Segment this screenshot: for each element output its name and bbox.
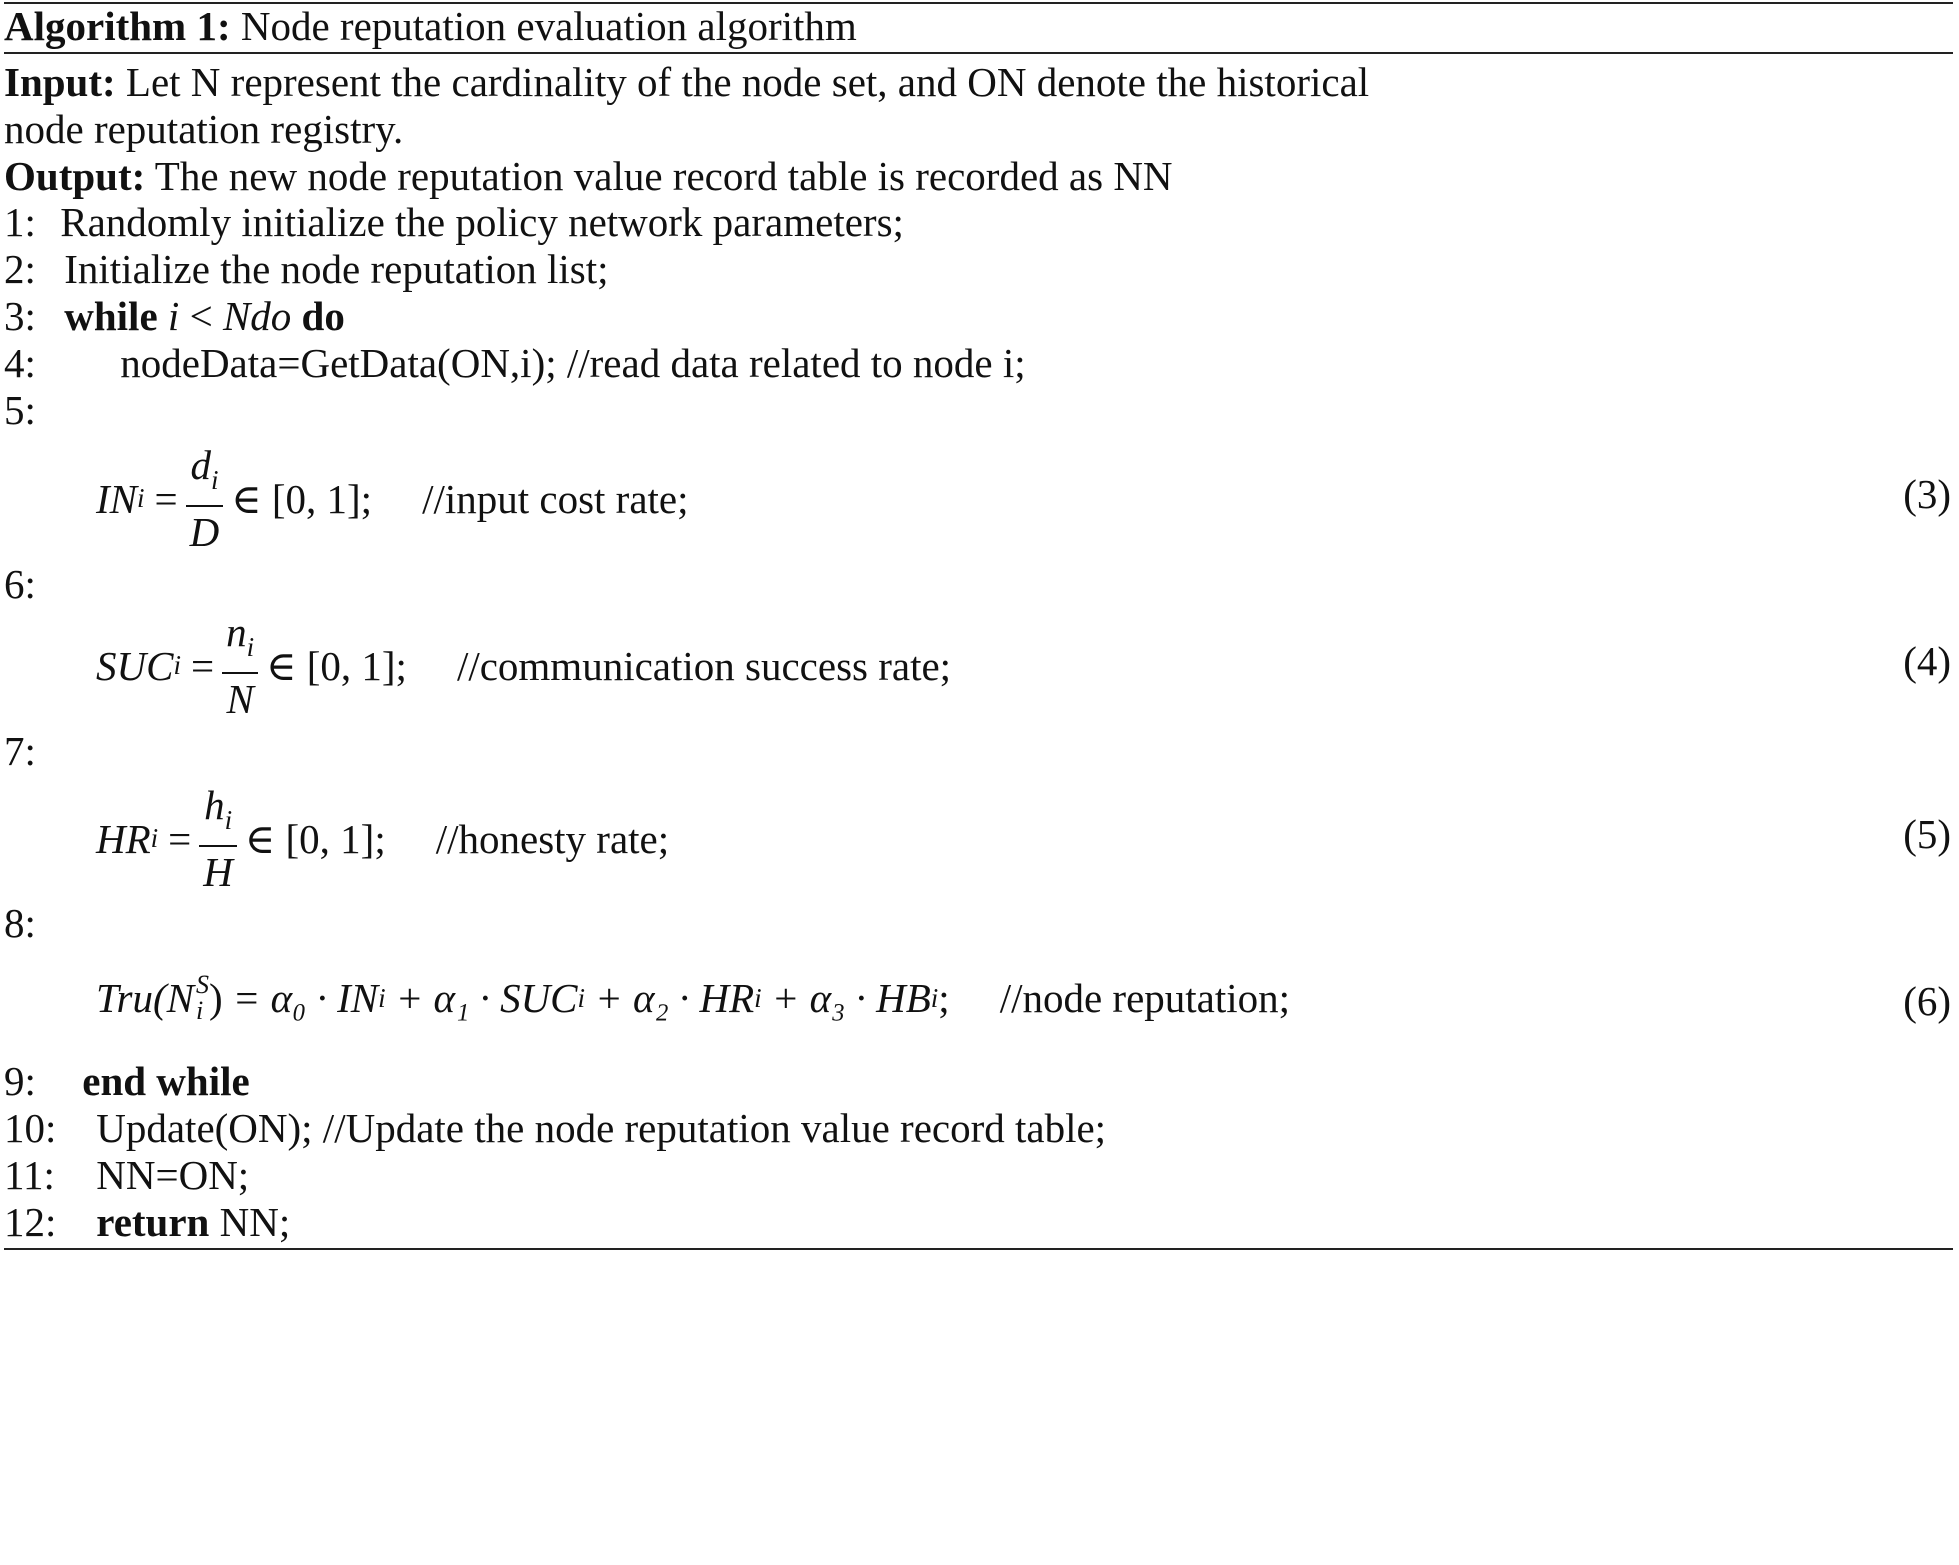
frac-numerator: n xyxy=(226,609,247,655)
condition-i: i xyxy=(167,293,180,339)
step-number: 5: xyxy=(4,387,36,433)
eq-equals: = xyxy=(168,815,192,862)
frac-denominator: D xyxy=(186,505,224,555)
step-number: 7: xyxy=(4,728,36,774)
frac-numerator: d xyxy=(190,442,211,488)
eq-term-2-sub: i xyxy=(577,982,586,1013)
step-number: 3: xyxy=(4,293,36,339)
equation-6 xyxy=(96,972,1290,1024)
bottom-rule xyxy=(4,1248,1953,1250)
step-number: 8: xyxy=(4,900,36,946)
fraction xyxy=(199,782,237,895)
eq-end: ; xyxy=(938,975,950,1021)
eq-comment: //input cost rate; xyxy=(422,475,689,522)
step-3 xyxy=(4,290,345,342)
step-text: NN; xyxy=(219,1199,291,1245)
eq-sup: S xyxy=(196,970,209,999)
frac-numerator-sub: i xyxy=(224,805,233,835)
step-number: 2: xyxy=(4,246,36,292)
condition-lt: < xyxy=(189,293,213,339)
eq-comment: //node reputation; xyxy=(999,975,1291,1021)
frac-denominator: H xyxy=(199,845,237,895)
eq-term-1-sub: i xyxy=(378,982,386,1013)
eq-supsub xyxy=(196,972,209,1024)
equation-number-5: (5) xyxy=(1903,811,1951,857)
equation-number-6: (6) xyxy=(1903,978,1951,1024)
equation-number-4: (4) xyxy=(1903,638,1951,684)
eq-term-3: + α₂ · HR xyxy=(595,975,755,1021)
end-while-keyword: end while xyxy=(82,1058,250,1104)
eq-equals: = xyxy=(154,475,178,522)
step-2 xyxy=(4,243,608,295)
eq-term-4: + α₃ · HB xyxy=(771,975,931,1021)
step-text: Update(ON); //Update the node reputation value record table; xyxy=(96,1105,1107,1151)
input-line-2 xyxy=(4,103,403,155)
eq-lhs-sub: i xyxy=(173,650,181,680)
eq-range: ∈ [0, 1]; xyxy=(244,815,386,862)
algorithm-label: Algorithm 1: xyxy=(4,3,231,49)
step-text: Randomly initialize the policy network parameters; xyxy=(60,199,904,245)
do-keyword: do xyxy=(301,293,345,339)
step-4 xyxy=(4,337,1026,389)
eq-close-paren: ) xyxy=(209,975,223,1021)
equation-number-3: (3) xyxy=(1903,471,1951,517)
while-keyword: while xyxy=(64,293,158,339)
equation-4 xyxy=(96,609,951,722)
step-text: NN=ON; xyxy=(96,1152,250,1198)
step-12 xyxy=(4,1196,290,1248)
eq-comment: //honesty rate; xyxy=(435,815,670,862)
step-9 xyxy=(4,1055,250,1107)
output-text: The new node reputation value record table is recorded as NN xyxy=(154,153,1173,199)
step-number: 4: xyxy=(4,340,36,386)
title-rule xyxy=(4,52,1953,54)
fraction xyxy=(222,609,258,722)
eq-lhs: IN xyxy=(96,475,137,522)
step-7 xyxy=(4,725,36,777)
step-number: 11: xyxy=(4,1152,55,1198)
step-10 xyxy=(4,1102,1106,1154)
algorithm-title xyxy=(4,0,857,52)
frac-numerator-sub: i xyxy=(246,632,255,662)
input-line xyxy=(4,56,1369,108)
input-text-1: Let N represent the cardinality of the node set, and ON denote the historical xyxy=(125,59,1370,105)
eq-lhs: SUC xyxy=(96,642,174,689)
eq-range: ∈ [0, 1]; xyxy=(266,642,407,689)
eq-lhs: HR xyxy=(96,815,151,862)
frac-denominator: N xyxy=(222,672,257,722)
eq-range: ∈ [0, 1]; xyxy=(231,475,373,522)
equation-5 xyxy=(96,782,669,895)
fraction xyxy=(186,442,224,555)
step-text: Initialize the node reputation list; xyxy=(64,246,609,292)
return-keyword: return xyxy=(96,1199,210,1245)
output-line xyxy=(4,150,1173,202)
eq-term-3-sub: i xyxy=(754,982,762,1013)
step-number: 6: xyxy=(4,561,36,607)
eq-equals: = xyxy=(190,642,215,689)
eq-lhs-sub: i xyxy=(150,823,159,853)
step-8 xyxy=(4,897,36,949)
frac-numerator-sub: i xyxy=(210,465,219,495)
input-label: Input: xyxy=(4,59,116,105)
step-number: 9: xyxy=(4,1058,36,1104)
input-text-2: node reputation registry. xyxy=(4,106,404,152)
step-text: nodeData=GetData(ON,i); //read data related to node i; xyxy=(120,340,1026,386)
step-11 xyxy=(4,1149,249,1201)
eq-lhs: Tru(N xyxy=(96,975,194,1021)
condition-ndo: Ndo xyxy=(222,293,292,339)
eq-term-4-sub: i xyxy=(930,982,939,1013)
output-label: Output: xyxy=(4,153,146,199)
eq-lhs-sub: i xyxy=(137,483,145,513)
step-1 xyxy=(4,196,904,248)
step-number: 10: xyxy=(4,1105,57,1151)
eq-sub: i xyxy=(196,996,204,1025)
eq-term-1: = α₀ · IN xyxy=(232,975,379,1021)
step-6 xyxy=(4,558,36,610)
step-number: 1: xyxy=(4,199,36,245)
eq-term-2: + α₁ · SUC xyxy=(395,975,578,1021)
frac-numerator: h xyxy=(204,782,225,828)
eq-comment: //communication success rate; xyxy=(456,642,952,689)
step-5 xyxy=(4,384,36,436)
equation-3 xyxy=(96,442,689,555)
step-number: 12: xyxy=(4,1199,57,1245)
algorithm-name: Node reputation evaluation algorithm xyxy=(240,3,857,49)
